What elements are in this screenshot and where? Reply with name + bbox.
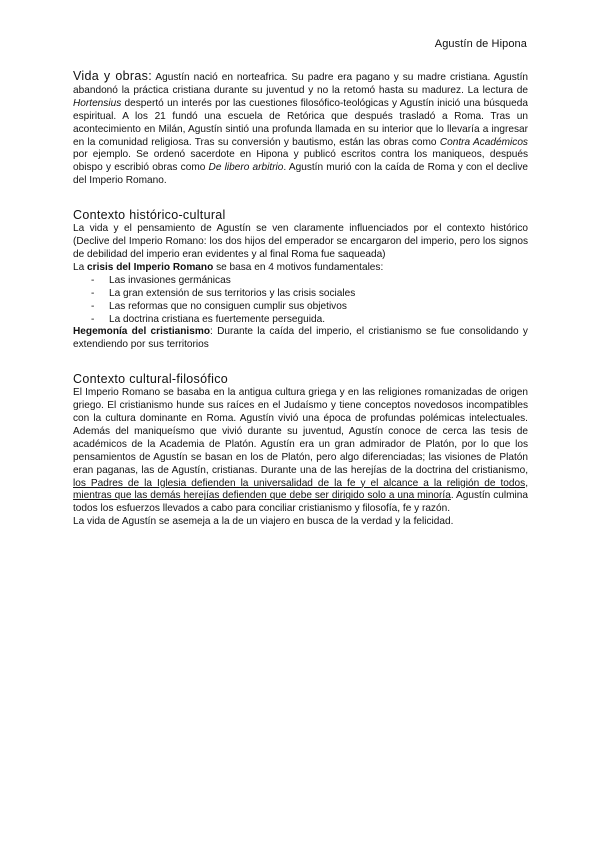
historico-heading: Contexto histórico-cultural — [73, 208, 226, 223]
document-body — [73, 70, 528, 529]
page-header-author: Agustín de Hipona — [434, 38, 527, 50]
list-item: - La gran extensión de sus territorios y las crisis sociales — [73, 288, 528, 301]
vida-heading: Vida y obras: — [73, 69, 152, 83]
historico-paragraph: La vida y el pensamiento de Agustín se ven claramente influenciados por el contexto histórico (Declive del Imperio Romano: los dos hijos del emperador se encargaron del imperio, pero los signos de debilidad del imperio eran evidentes y al final Roma fue saqueada) — [73, 223, 528, 260]
vida-text-1: Agustín nació en norteafrica. Su padre era pagano y su madre cristiana. Agustín abandonó la práctica cristiana durante su juventud y no la retomó hasta su madurez. La lectura de — [73, 72, 528, 96]
crisis-intro — [73, 262, 528, 275]
vida-text-4: . Agustín murió con la caída de Roma y con el declive del Imperio Romano. — [73, 162, 528, 187]
de-libero-arbitrio-title: De libero arbitrio — [208, 162, 284, 174]
underlined-passage: los Padres de la Iglesia defienden la universalidad de la fe y el alcance a la religión de todos, mientras que las demás herejías defienden que debe ser dirigido solo a una minoría — [73, 477, 528, 502]
hegemonia-term: Hegemonía del cristianismo — [73, 326, 210, 338]
hegemonia-paragraph — [73, 326, 528, 352]
vida-text-3: por ejemplo. Se ordenó sacerdote en Hipona y publicó escritos contra los maniqueos, después obispo y escribió obras como — [73, 149, 528, 174]
list-item: - La doctrina cristiana es fuertemente perseguida. — [73, 314, 528, 327]
filosofico-heading: Contexto cultural-filosófico — [73, 372, 228, 387]
hortensius-title: Hortensius — [73, 97, 122, 109]
filosofico-text-1: El Imperio Romano se basaba en la antigua cultura griega y en las religiones romanizadas de origen griego. El cristianismo hunde sus raíces en el Judaísmo y tiene conceptos novedosos incompatibles con la cultura dominante en Roma. Agustín vivió una época de profundas polémicas intelectuales. Además del maniqueísmo que vivió durante su juventud, Agustín conoce de cerca las tesis de académicos de la Academia de Platón. Agustín era un gran admirador de Platón, por lo que los pensamientos de Agustín se basan en los de Platón, pero algo diferenciadas; las visiones de Platón eran paganas, las de Agustín, cristianas. Durante una de las herejías de la doctrina del cristianismo, — [73, 387, 528, 476]
vida-paragraph — [73, 70, 528, 188]
motivos-list — [73, 275, 528, 327]
vida-text-2: despertó un interés por las cuestiones filosófico-teológicas y Agustín inició una búsqueda espiritual. A los 21 fundó una escuela de Retórica que después trasladó a Roma. Tras un acontecimiento en Milán, Agustín sintió una profunda llamada en su interior que lo llevaría a ingresar en la comunidad religiosa. Tras su conversión y bautismo, están las obras como — [73, 97, 528, 148]
filosofico-paragraph — [73, 387, 528, 516]
contra-academicos-title: Contra Académicos — [439, 136, 528, 148]
list-item: - Las reformas que no consiguen cumplir sus objetivos — [73, 301, 528, 314]
crisis-term: crisis del Imperio Romano — [87, 261, 214, 273]
list-item: - Las invasiones germánicas — [73, 275, 528, 288]
filosofico-text-2: . Agustín culmina todos los esfuerzos llevados a cabo para conciliar cristianismo y filosofía, fe y razón. — [73, 490, 528, 515]
hegemonia-text: : Durante la caída del imperio, el cristianismo se fue consolidando y extendiendo por sus territorios — [73, 326, 528, 351]
crisis-intro-prefix: La — [73, 261, 88, 273]
crisis-intro-suffix: se basa en 4 motivos fundamentales: — [213, 261, 384, 273]
closing-sentence: La vida de Agustín se asemeja a la de un viajero en busca de la verdad y la felicidad. — [73, 516, 454, 528]
